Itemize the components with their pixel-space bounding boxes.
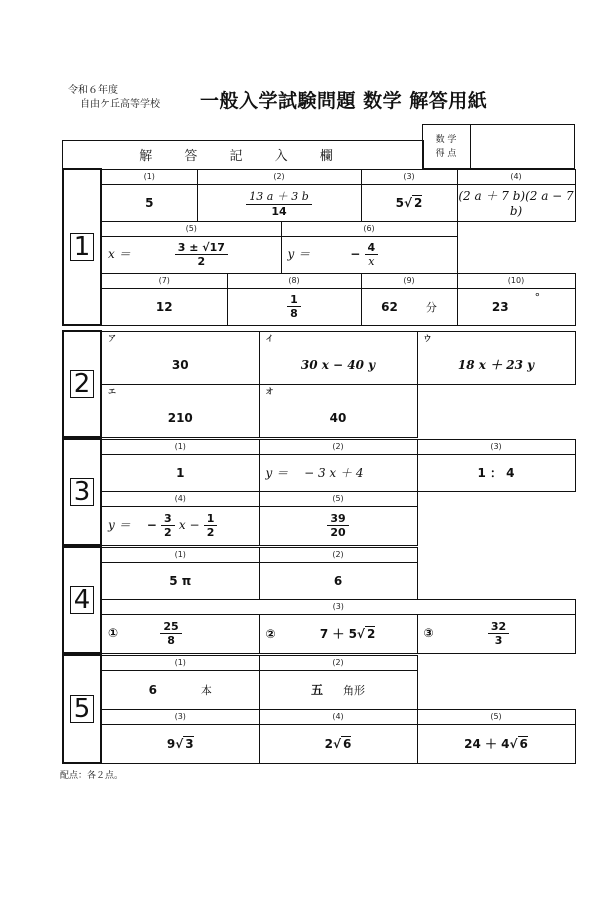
answer-banner: 解 答 記 入 欄 bbox=[62, 140, 424, 170]
school-name: 自由ケ丘高等学校 bbox=[80, 99, 160, 110]
label-1-4: (4) bbox=[457, 169, 575, 184]
answer-1-6[interactable]: y ＝ − $\frac{4}{x}$ bbox=[281, 236, 457, 273]
answer-5-5[interactable]: 24 ＋ 4√ 6 bbox=[417, 724, 575, 763]
exam-year: 令和６年度 bbox=[68, 85, 118, 96]
section-4 bbox=[62, 546, 576, 654]
label-1-8: (8) bbox=[227, 273, 361, 288]
label-2-o: オ bbox=[259, 384, 417, 399]
label-2-i: イ bbox=[259, 331, 417, 346]
label-5-5: (5) bbox=[417, 709, 575, 724]
answer-1-2[interactable]: $\frac{13 a + 3 b}{14}$ bbox=[197, 184, 361, 221]
label-1-2: (2) bbox=[197, 169, 361, 184]
scoring-note: 配点：各２点。 bbox=[60, 771, 124, 781]
answer-3-4[interactable]: y ＝ − $\frac{3}{2}$ x − $\frac{1}{2}$ bbox=[101, 506, 259, 545]
label-1-3: (3) bbox=[361, 169, 457, 184]
page-title: 一般入学試験問題 数学 解答用紙 bbox=[200, 90, 488, 112]
answer-2-i[interactable]: 30 x − 40 y bbox=[259, 346, 417, 385]
answer-4-3-3[interactable]: ③ $\frac{32}{3}$ bbox=[417, 614, 575, 653]
answer-5-3[interactable]: 9√ 3 bbox=[101, 724, 259, 763]
answer-1-7[interactable]: 12 bbox=[101, 288, 227, 325]
label-1-10: (10) bbox=[457, 273, 575, 288]
label-5-3: (3) bbox=[101, 709, 259, 724]
score-box[interactable] bbox=[470, 125, 574, 169]
section-number-4: 4 bbox=[63, 547, 101, 653]
label-5-1: (1) bbox=[101, 655, 259, 670]
section-2 bbox=[62, 330, 576, 438]
label-3-3: (3) bbox=[417, 439, 575, 454]
label-3-2: (2) bbox=[259, 439, 417, 454]
label-2-e: エ bbox=[101, 384, 259, 399]
answer-4-3-1[interactable]: ① $\frac{25}{8}$ bbox=[101, 614, 259, 653]
answer-3-5[interactable]: $\frac{39}{20}$ bbox=[259, 506, 417, 545]
answer-1-10[interactable]: 23° bbox=[457, 288, 575, 325]
section-5 bbox=[62, 654, 576, 764]
answer-4-1[interactable]: 5 π bbox=[101, 562, 259, 599]
label-1-9: (9) bbox=[361, 273, 457, 288]
answer-1-4[interactable]: (2 a ＋ 7 b)(2 a − 7 b) bbox=[457, 184, 575, 221]
label-4-1: (1) bbox=[101, 547, 259, 562]
answer-3-1[interactable]: 1 bbox=[101, 454, 259, 491]
label-1-6: (6) bbox=[281, 221, 457, 236]
label-2-a: ア bbox=[101, 331, 259, 346]
answer-2-o[interactable]: 40 bbox=[259, 399, 417, 438]
section-3 bbox=[62, 438, 576, 546]
label-3-4: (4) bbox=[101, 491, 259, 506]
answer-5-4[interactable]: 2√ 6 bbox=[259, 724, 417, 763]
answer-1-9[interactable]: 62 分 bbox=[361, 288, 457, 325]
label-3-5: (5) bbox=[259, 491, 417, 506]
label-3-1: (1) bbox=[101, 439, 259, 454]
answer-2-e[interactable]: 210 bbox=[101, 399, 259, 438]
label-1-5: (5) bbox=[101, 221, 281, 236]
section-1 bbox=[62, 168, 576, 326]
answer-4-2[interactable]: 6 bbox=[259, 562, 417, 599]
score-label: 数 学 得 点 bbox=[422, 125, 470, 169]
answer-1-3[interactable]: 5√ 2 bbox=[361, 184, 457, 221]
label-2-u: ウ bbox=[417, 331, 575, 346]
answer-1-5[interactable]: x ＝ $\frac{3 \pm √17}{2}$ bbox=[101, 236, 281, 273]
answer-5-1[interactable]: 6 本 bbox=[101, 670, 259, 709]
section-number-1: 1 bbox=[63, 169, 101, 325]
answer-2-a[interactable]: 30 bbox=[101, 346, 259, 385]
label-1-7: (7) bbox=[101, 273, 227, 288]
answer-4-3-2[interactable]: ② 7 ＋ 5√ 2 bbox=[259, 614, 417, 653]
answer-2-u[interactable]: 18 x ＋ 23 y bbox=[417, 346, 575, 385]
label-1-1: (1) bbox=[101, 169, 197, 184]
answer-3-3[interactable]: 1 ： 4 bbox=[417, 454, 575, 491]
answer-1-8[interactable]: $\frac{1}{8}$ bbox=[227, 288, 361, 325]
section-number-3: 3 bbox=[63, 439, 101, 545]
answer-5-2[interactable]: 五 角形 bbox=[259, 670, 417, 709]
answer-1-1[interactable]: 5 bbox=[101, 184, 197, 221]
label-4-2: (2) bbox=[259, 547, 417, 562]
label-4-3: (3) bbox=[101, 599, 575, 614]
section-number-5: 5 bbox=[63, 655, 101, 763]
answer-3-2[interactable]: y ＝ − 3 x ＋ 4 bbox=[259, 454, 417, 491]
section-number-2: 2 bbox=[63, 331, 101, 437]
label-5-4: (4) bbox=[259, 709, 417, 724]
label-5-2: (2) bbox=[259, 655, 417, 670]
